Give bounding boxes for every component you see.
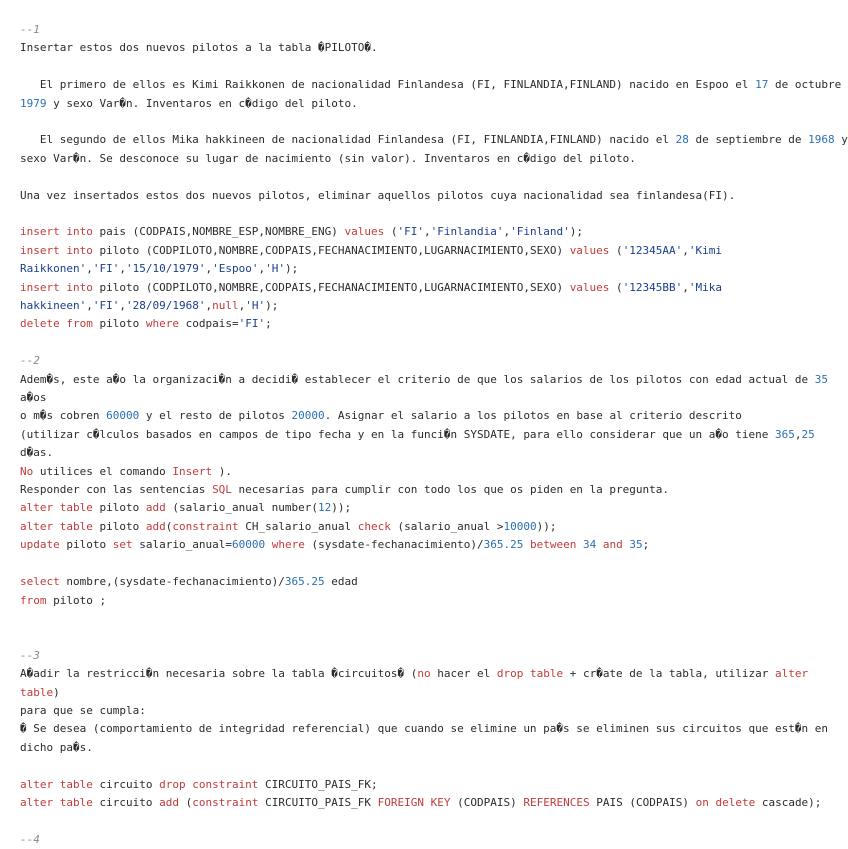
keyword-token: Insert bbox=[172, 464, 213, 478]
text-token: � Se desea (comportamiento de integridad referencial) que cuando se elimine un pa�s se eliminen sus circuitos que est�n en bbox=[20, 722, 828, 736]
code-line bbox=[20, 187, 848, 205]
string-token: 'Finland' bbox=[510, 225, 570, 239]
code-line bbox=[20, 297, 848, 315]
code-line bbox=[20, 21, 848, 39]
code-line bbox=[20, 555, 848, 573]
text-token: y bbox=[834, 133, 848, 147]
text-token: , bbox=[794, 427, 802, 441]
text-token: dicho pa�s. bbox=[20, 740, 93, 754]
text-token: ( bbox=[609, 243, 623, 257]
number-token: 17 bbox=[755, 78, 769, 92]
text-token: )); bbox=[536, 519, 557, 533]
text-token: cascade); bbox=[755, 795, 822, 809]
code-line bbox=[20, 647, 848, 665]
keyword-token: insert into bbox=[20, 280, 93, 294]
keyword-token: no bbox=[417, 667, 431, 681]
keyword-token: update bbox=[20, 538, 60, 552]
keyword-token: where bbox=[271, 538, 305, 552]
text-token: (sysdate-fechanacimiento)/ bbox=[304, 538, 484, 552]
text-token: (salario_anual > bbox=[390, 519, 504, 533]
text-token: edad bbox=[324, 575, 358, 589]
code-line bbox=[20, 684, 848, 702]
text-token: CIRCUITO_PAIS_FK; bbox=[258, 777, 378, 791]
number-token: 28 bbox=[675, 133, 689, 147]
text-token: utilices el comando bbox=[33, 464, 173, 478]
text-token: ( bbox=[609, 280, 623, 294]
text-token: piloto bbox=[92, 501, 146, 515]
text-token bbox=[576, 538, 583, 551]
code-line bbox=[20, 371, 848, 389]
keyword-token: alter bbox=[775, 667, 809, 681]
number-token: 35 bbox=[629, 538, 643, 552]
code-line bbox=[20, 315, 848, 333]
text-token: y sexo Var�n. Inventaros en c�digo del piloto. bbox=[46, 96, 358, 110]
text-token: , bbox=[205, 299, 213, 313]
number-token: 1979 bbox=[20, 96, 47, 110]
text-token: , bbox=[119, 299, 126, 313]
text-token: , bbox=[86, 299, 93, 313]
text-token: circuito bbox=[92, 777, 160, 791]
text-token: Adem�s, este a�o la organizaci�n a decidi� establecer el criterio de que los salarios de los pilotos con edad actual de bbox=[20, 372, 815, 386]
text-token: , bbox=[682, 243, 689, 257]
text-token: El primero de ellos es Kimi Raikkonen de nacionalidad Finlandesa (FI, FINLANDIA,FINLAND) nacido en Espoo el bbox=[20, 78, 756, 92]
number-token: 25 bbox=[801, 427, 815, 441]
keyword-token: check bbox=[357, 519, 391, 533]
string-token: 'FI' bbox=[238, 317, 266, 331]
text-token: , bbox=[503, 225, 511, 239]
string-token: hakkineen' bbox=[20, 299, 87, 313]
comment-token: --3 bbox=[20, 648, 40, 662]
text-token: piloto (CODPILOTO,NOMBRE,CODPAIS,FECHANACIMIENTO,LUGARNACIMIENTO,SEXO) bbox=[92, 243, 570, 257]
keyword-token: alter table bbox=[20, 777, 93, 791]
code-line bbox=[20, 739, 848, 757]
keyword-token: values bbox=[569, 243, 610, 257]
code-line bbox=[20, 776, 848, 794]
keyword-token: table bbox=[20, 685, 54, 699]
code-line bbox=[20, 223, 848, 241]
code-line bbox=[20, 242, 848, 260]
code-line bbox=[20, 518, 848, 536]
comment-token: --2 bbox=[20, 354, 40, 368]
code-line bbox=[20, 113, 848, 131]
text-token: necesarias para cumplir con todo los que os piden en la pregunta. bbox=[231, 483, 670, 497]
code-line bbox=[20, 131, 848, 149]
text-token: ); bbox=[569, 225, 583, 239]
code-line bbox=[20, 628, 848, 646]
text-token: ( bbox=[384, 225, 398, 239]
code-line bbox=[20, 95, 848, 113]
code-line bbox=[20, 757, 848, 775]
string-token: 'FI' bbox=[397, 225, 425, 239]
text-token: ). bbox=[212, 464, 232, 478]
text-token: (CODPAIS) bbox=[450, 795, 524, 809]
code-line bbox=[20, 58, 848, 76]
text-token: salario_anual= bbox=[132, 538, 232, 552]
code-line bbox=[20, 76, 848, 94]
text-token: PAIS (CODPAIS) bbox=[589, 795, 696, 809]
text-token: ( bbox=[165, 519, 173, 533]
text-token: Responder con las sentencias bbox=[20, 483, 213, 497]
keyword-token: and bbox=[602, 538, 623, 552]
text-token: El segundo de ellos Mika hakkineen de nacionalidad Finlandesa (FI, FINLANDIA,FINLAND) nacido el bbox=[20, 133, 676, 147]
keyword-token: where bbox=[145, 317, 179, 331]
code-line bbox=[20, 150, 848, 168]
keyword-token: No bbox=[20, 464, 34, 478]
code-line bbox=[20, 426, 848, 444]
code-line bbox=[20, 794, 848, 812]
keyword-token: between bbox=[530, 538, 577, 552]
code-line bbox=[20, 702, 848, 720]
keyword-token: insert into bbox=[20, 243, 93, 257]
text-token: y el resto de pilotos bbox=[139, 409, 292, 423]
code-line bbox=[20, 205, 848, 223]
text-token: de octubre bbox=[768, 78, 848, 92]
text-token: , bbox=[119, 262, 126, 276]
keyword-token: constraint bbox=[192, 795, 259, 809]
code-line bbox=[20, 168, 848, 186]
text-token: , bbox=[86, 262, 93, 276]
keyword-token: delete from bbox=[20, 317, 93, 331]
code-line bbox=[20, 720, 848, 738]
keyword-token: select bbox=[20, 575, 60, 589]
code-line bbox=[20, 39, 848, 57]
code-line bbox=[20, 831, 848, 849]
keyword-token: on delete bbox=[695, 795, 756, 809]
string-token: '12345AA' bbox=[622, 243, 683, 257]
text-token: circuito bbox=[92, 795, 160, 809]
keyword-token: values bbox=[344, 225, 385, 239]
text-token: para que se cumpla: bbox=[20, 703, 146, 717]
text-token: , bbox=[238, 299, 246, 313]
code-line bbox=[20, 592, 848, 610]
code-line bbox=[20, 665, 848, 683]
keyword-token: alter table bbox=[20, 501, 93, 515]
number-token: 10000 bbox=[503, 519, 537, 533]
code-line bbox=[20, 334, 848, 352]
text-token: sexo Var�n. Se desconoce su lugar de nacimiento (sin valor). Inventaros en c�digo del piloto. bbox=[20, 151, 636, 165]
code-line bbox=[20, 389, 848, 407]
keyword-token: values bbox=[569, 280, 610, 294]
string-token: 'H' bbox=[265, 262, 285, 276]
text-token: a�os bbox=[20, 391, 47, 405]
code-line bbox=[20, 610, 848, 628]
text-token: ( bbox=[178, 795, 193, 809]
string-token: 'Finlandia' bbox=[430, 225, 504, 239]
text-token: ; bbox=[265, 317, 272, 331]
number-token: 34 bbox=[583, 538, 597, 552]
keyword-token: from bbox=[20, 593, 47, 607]
keyword-token: drop table bbox=[496, 667, 564, 681]
text-token: CIRCUITO_PAIS_FK bbox=[258, 795, 378, 809]
text-token: , bbox=[682, 280, 689, 294]
text-token: piloto bbox=[59, 538, 113, 552]
text-token: piloto bbox=[92, 519, 146, 533]
keyword-token: insert into bbox=[20, 225, 93, 239]
code-line bbox=[20, 444, 848, 462]
string-token: 'Espoo' bbox=[212, 262, 259, 276]
keyword-token: add bbox=[159, 795, 179, 809]
number-token: 365.25 bbox=[284, 575, 325, 589]
code-line bbox=[20, 573, 848, 591]
text-token: d�as. bbox=[20, 446, 54, 460]
text-token: pais (CODPAIS,NOMBRE_ESP,NOMBRE_ENG) bbox=[92, 225, 345, 239]
number-token: 20000 bbox=[291, 409, 325, 423]
keyword-token: add bbox=[145, 519, 166, 533]
string-token: '28/09/1968' bbox=[125, 299, 206, 313]
keyword-token: FOREIGN KEY bbox=[377, 795, 451, 809]
number-token: 365 bbox=[774, 427, 795, 441]
code-line bbox=[20, 407, 848, 425]
string-token: '12345BB' bbox=[622, 280, 683, 294]
comment-token: --4 bbox=[20, 832, 40, 846]
number-token: 1968 bbox=[808, 133, 835, 147]
string-token: 'FI' bbox=[92, 299, 120, 313]
number-token: 365.25 bbox=[483, 538, 524, 552]
string-token: '15/10/1979' bbox=[125, 262, 206, 276]
string-token: 'Mika bbox=[688, 280, 723, 294]
text-token: , bbox=[205, 262, 213, 276]
text-token: piloto bbox=[92, 317, 146, 331]
code-line bbox=[20, 463, 848, 481]
text-token: de septiembre de bbox=[688, 133, 809, 147]
text-token: o m�s cobren bbox=[20, 409, 107, 423]
text-token: )); bbox=[331, 501, 352, 515]
text-token: piloto ; bbox=[46, 593, 107, 607]
text-token: . Asignar el salario a los pilotos en base al criterio descrito bbox=[324, 409, 742, 423]
text-token bbox=[265, 538, 272, 551]
code-line bbox=[20, 499, 848, 517]
code-editor[interactable] bbox=[20, 21, 848, 849]
text-token: Insertar estos dos nuevos pilotos a la tabla �PILOTO�. bbox=[20, 41, 378, 55]
string-token: 'FI' bbox=[92, 262, 120, 276]
text-token: Una vez insertados estos dos nuevos pilotos, eliminar aquellos pilotos cuya nacionalidad sea finlandesa(FI). bbox=[20, 188, 736, 202]
number-token: 60000 bbox=[106, 409, 140, 423]
code-line bbox=[20, 536, 848, 554]
keyword-token: SQL bbox=[212, 483, 232, 497]
code-line bbox=[20, 812, 848, 830]
text-token: ; bbox=[642, 538, 650, 552]
text-token: CH_salario_anual bbox=[238, 519, 358, 533]
text-token: (salario_anual number( bbox=[165, 501, 319, 515]
string-token: 'Kimi bbox=[688, 243, 723, 257]
text-token: A�adir la restricci�n necesaria sobre la tabla �circuitos� ( bbox=[20, 667, 418, 681]
keyword-token: null bbox=[212, 299, 239, 313]
text-token: hacer el bbox=[430, 667, 497, 681]
keyword-token: drop constraint bbox=[159, 777, 259, 791]
keyword-token: constraint bbox=[172, 519, 239, 533]
text-token: ); bbox=[284, 262, 299, 276]
comment-token: --1 bbox=[20, 23, 40, 36]
text-token: , bbox=[424, 225, 431, 239]
string-token: Raikkonen' bbox=[20, 262, 87, 276]
text-token: nombre,(sysdate-fechanacimiento)/ bbox=[59, 575, 285, 589]
code-line bbox=[20, 279, 848, 297]
number-token: 12 bbox=[318, 501, 332, 515]
number-token: 35 bbox=[814, 372, 828, 386]
keyword-token: add bbox=[145, 501, 166, 515]
text-token: ) bbox=[53, 685, 60, 699]
keyword-token: alter table bbox=[20, 519, 93, 533]
number-token: 60000 bbox=[231, 538, 266, 552]
code-line bbox=[20, 260, 848, 278]
text-token: + cr�ate de la tabla, utilizar bbox=[563, 667, 775, 681]
keyword-token: REFERENCES bbox=[523, 795, 590, 809]
code-line bbox=[20, 481, 848, 499]
keyword-token: set bbox=[112, 538, 133, 552]
text-token: piloto (CODPILOTO,NOMBRE,CODPAIS,FECHANACIMIENTO,LUGARNACIMIENTO,SEXO) bbox=[92, 280, 570, 294]
code-line bbox=[20, 352, 848, 370]
text-token: codpais= bbox=[178, 317, 239, 331]
text-token: , bbox=[258, 262, 266, 276]
keyword-token: alter table bbox=[20, 795, 93, 809]
text-token: ); bbox=[265, 299, 279, 313]
text-token: (utilizar c�lculos basados en campos de tipo fecha y en la funci�n SYSDATE, para ello considerar que un a�o tiene bbox=[20, 427, 775, 441]
string-token: 'H' bbox=[245, 299, 266, 313]
text-token bbox=[596, 538, 603, 551]
